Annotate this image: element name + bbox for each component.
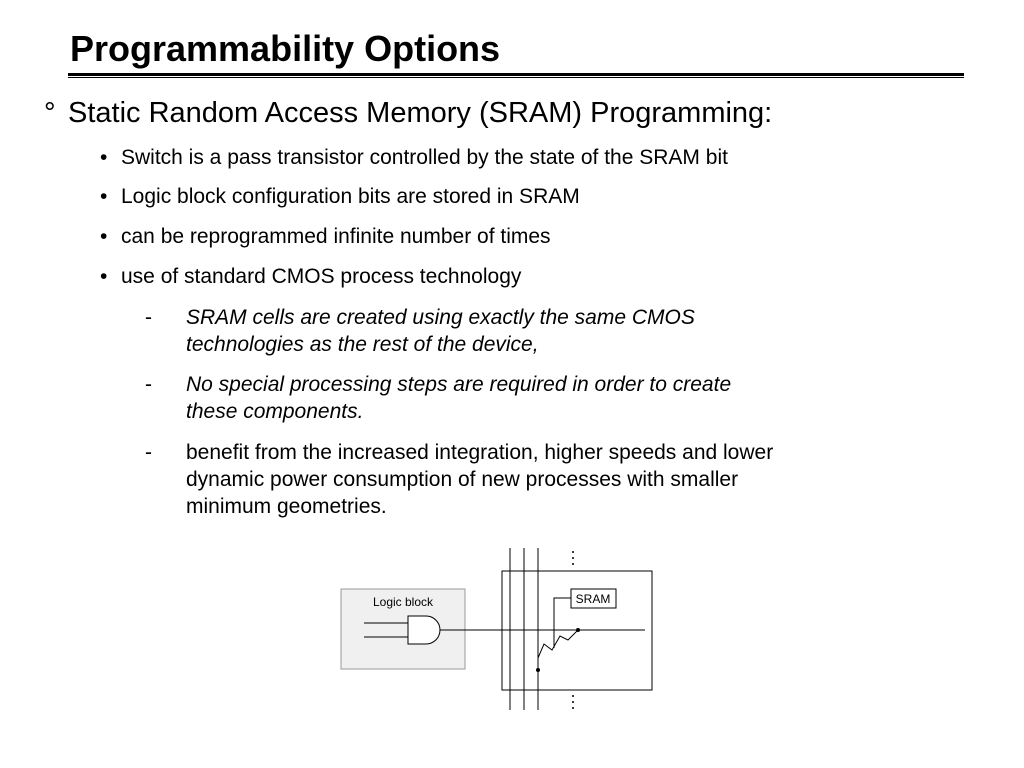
sram-control-line xyxy=(554,598,571,648)
sub-bullet-item xyxy=(145,439,915,520)
bullet-item xyxy=(100,184,580,210)
main-point xyxy=(44,93,772,133)
bullet-marker: • xyxy=(100,225,108,248)
ellipsis-dot xyxy=(572,551,574,553)
sram-label: SRAM xyxy=(575,592,611,606)
degree-marker: ° xyxy=(44,97,56,129)
ellipsis-dot xyxy=(572,707,574,709)
ellipsis-dot xyxy=(572,695,574,697)
and-gate-icon xyxy=(408,616,440,644)
dash-marker: - xyxy=(145,373,152,396)
pass-transistor-icon xyxy=(538,630,578,670)
bullet-marker: • xyxy=(100,146,108,169)
sub-bullet-line: No special processing steps are required in order to create xyxy=(186,373,732,396)
sub-bullet-item xyxy=(145,371,915,425)
logic-block-label: Logic block xyxy=(372,595,434,609)
sub-bullet-line: dynamic power consumption of new processes with smaller xyxy=(186,468,739,491)
sub-bullet-line: these components. xyxy=(186,400,364,423)
connection-dot xyxy=(576,628,580,632)
ellipsis-dot xyxy=(572,701,574,703)
bullet-text: can be reprogrammed infinite number of times xyxy=(121,225,551,248)
bullet-marker: • xyxy=(100,185,108,208)
sub-bullet-item xyxy=(145,304,915,358)
sub-bullet-line: minimum geometries. xyxy=(186,495,387,518)
dash-marker: - xyxy=(145,441,152,464)
bullet-marker: • xyxy=(100,265,108,288)
main-point-text: Static Random Access Memory (SRAM) Programming: xyxy=(68,97,773,129)
sub-bullet-line: benefit from the increased integration, higher speeds and lower xyxy=(186,441,774,464)
bullet-text: Switch is a pass transistor controlled by the state of the SRAM bit xyxy=(121,146,728,169)
sram-switch-diagram xyxy=(330,540,670,715)
dash-marker: - xyxy=(145,306,152,329)
bullet-text: Logic block configuration bits are stored in SRAM xyxy=(121,185,580,208)
title-underline xyxy=(68,73,964,78)
ellipsis-dot xyxy=(572,557,574,559)
bullet-item xyxy=(100,145,728,171)
slide-title: Programmability Options xyxy=(70,28,501,69)
connection-dot xyxy=(536,668,540,672)
ellipsis-dot xyxy=(572,563,574,565)
bullet-item xyxy=(100,264,521,290)
sub-bullet-line: technologies as the rest of the device, xyxy=(186,333,539,356)
bullet-item xyxy=(100,224,551,250)
bullet-text: use of standard CMOS process technology xyxy=(121,265,522,288)
sub-bullet-line: SRAM cells are created using exactly the same CMOS xyxy=(186,306,695,329)
